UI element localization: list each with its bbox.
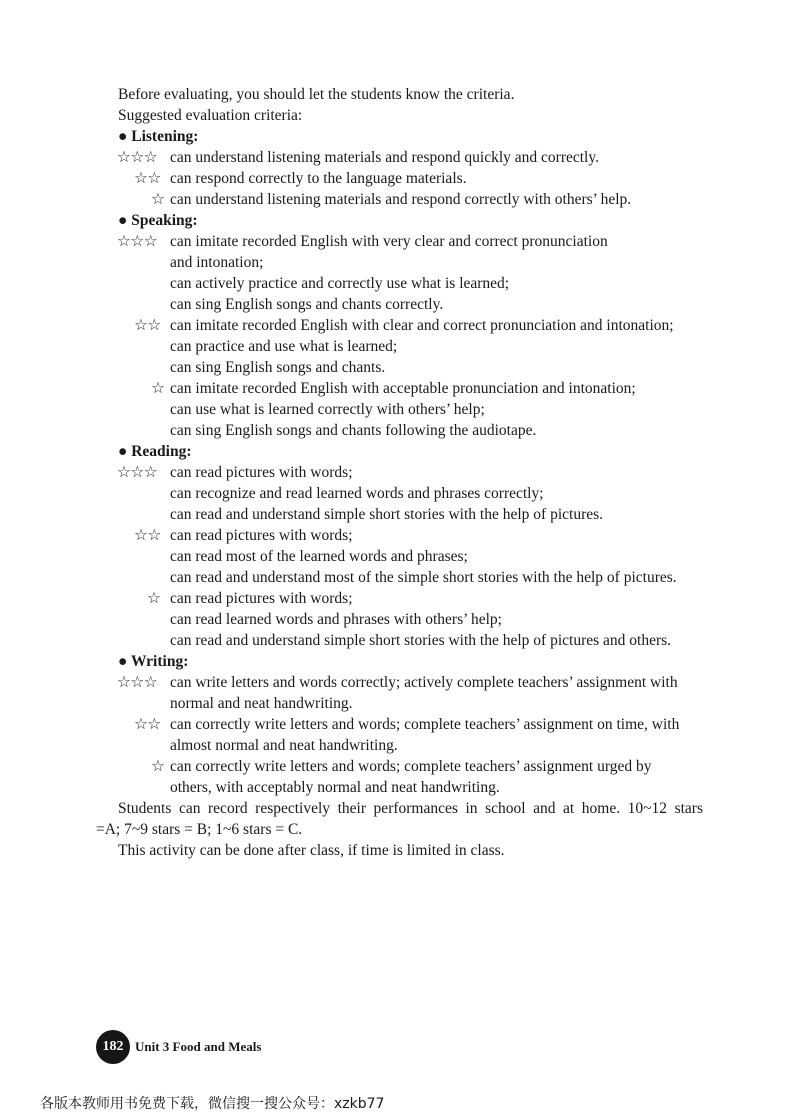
three-star-icon: ☆☆☆ <box>117 233 158 250</box>
three-star-icon: ☆☆☆ <box>117 464 158 481</box>
reading-one-line: can read and understand simple short stories with the help of pictures and others. <box>170 632 672 649</box>
page-number-badge: 182 <box>96 1030 130 1064</box>
reading-three-line: can read pictures with words; <box>170 464 353 481</box>
speaking-two-line: can practice and use what is learned; <box>170 338 398 355</box>
outro-line-3: This activity can be done after class, if time is limited in class. <box>118 842 505 859</box>
unit-title: Unit 3 Food and Meals <box>135 1039 262 1054</box>
one-star-icon: ☆ <box>151 191 165 208</box>
page-footer <box>96 1030 261 1064</box>
watermark-text: 各版本教师用书免费下载，微信搜一搜公众号：xzkb77 <box>40 1096 385 1112</box>
reading-two-line: can read most of the learned words and phrases; <box>170 548 468 565</box>
listening-three-star-text: can understand listening materials and respond quickly and correctly. <box>170 149 599 166</box>
reading-one-line: can read learned words and phrases with others’ help; <box>170 611 502 628</box>
two-star-icon: ☆☆ <box>134 317 161 334</box>
three-star-icon: ☆☆☆ <box>117 674 158 691</box>
speaking-three-line: and intonation; <box>170 254 264 271</box>
writing-two-line: can correctly write letters and words; complete teachers’ assignment on time, with <box>170 716 680 733</box>
two-star-icon: ☆☆ <box>134 170 161 187</box>
reading-three-line: can recognize and read learned words and phrases correctly; <box>170 485 544 502</box>
speaking-three-line: can sing English songs and chants correctly. <box>170 296 444 313</box>
writing-heading: ● Writing: <box>118 653 189 670</box>
outro-line-1: Students can record respectively their performances in school and at home. 10~12 stars <box>118 800 703 817</box>
speaking-three-line: can actively practice and correctly use what is learned; <box>170 275 510 292</box>
reading-one-line: can read pictures with words; <box>170 590 353 607</box>
speaking-one-line: can use what is learned correctly with others’ help; <box>170 401 485 418</box>
speaking-two-line: can imitate recorded English with clear and correct pronunciation and intonation; <box>170 317 674 334</box>
one-star-icon: ☆ <box>151 758 165 775</box>
speaking-heading: ● Speaking: <box>118 212 198 229</box>
reading-two-line: can read pictures with words; <box>170 527 353 544</box>
reading-two-line: can read and understand most of the simple short stories with the help of pictures. <box>170 569 677 586</box>
writing-one-line: can correctly write letters and words; complete teachers’ assignment urged by <box>170 758 652 775</box>
two-star-icon: ☆☆ <box>134 716 161 733</box>
writing-three-line: can write letters and words correctly; actively complete teachers’ assignment with <box>170 674 678 691</box>
speaking-two-line: can sing English songs and chants. <box>170 359 386 376</box>
two-star-icon: ☆☆ <box>134 527 161 544</box>
writing-two-line: almost normal and neat handwriting. <box>170 737 398 754</box>
writing-three-line: normal and neat handwriting. <box>170 695 353 712</box>
listening-heading: ● Listening: <box>118 128 199 145</box>
three-star-icon: ☆☆☆ <box>117 149 158 166</box>
one-star-icon: ☆ <box>147 590 161 607</box>
reading-three-line: can read and understand simple short stories with the help of pictures. <box>170 506 604 523</box>
writing-one-line: others, with acceptably normal and neat handwriting. <box>170 779 500 796</box>
speaking-one-line: can sing English songs and chants following the audiotape. <box>170 422 537 439</box>
one-star-icon: ☆ <box>151 380 165 397</box>
listening-two-star-text: can respond correctly to the language materials. <box>170 170 467 187</box>
intro-line-1: Before evaluating, you should let the students know the criteria. <box>118 86 515 103</box>
outro-line-2: =A; 7~9 stars = B; 1~6 stars = C. <box>96 821 303 838</box>
speaking-one-line: can imitate recorded English with acceptable pronunciation and intonation; <box>170 380 636 397</box>
speaking-three-line: can imitate recorded English with very clear and correct pronunciation <box>170 233 608 250</box>
intro-line-2: Suggested evaluation criteria: <box>118 107 303 124</box>
listening-one-star-text: can understand listening materials and respond correctly with others’ help. <box>170 191 632 208</box>
reading-heading: ● Reading: <box>118 443 192 460</box>
